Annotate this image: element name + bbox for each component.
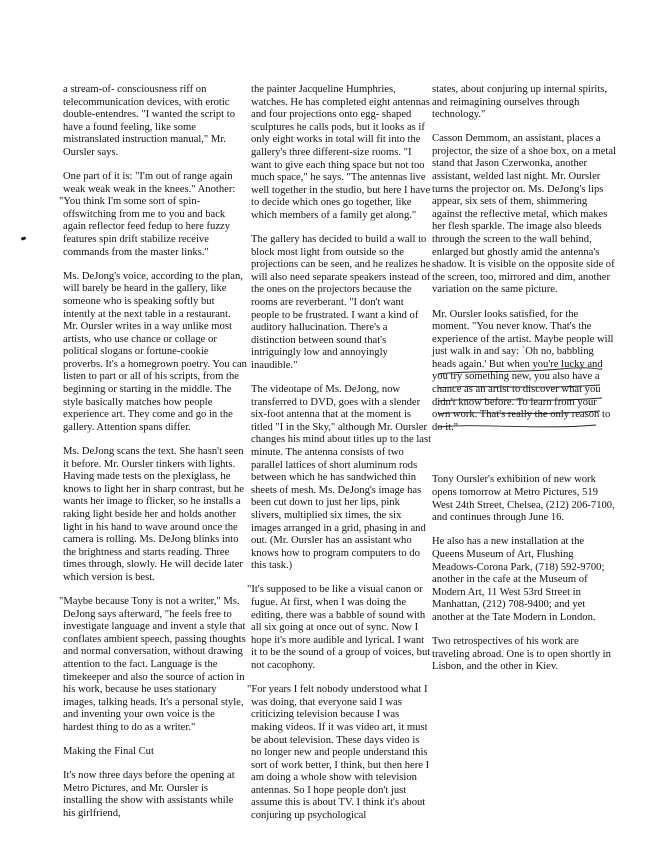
paragraph: It's now three days before the opening at Metro Pictures, and Mr. Oursler is installing the show with assistants while his girlfriend,	[63, 770, 235, 819]
paragraph: The gallery has decided to build a wall to block most light from outside so the projections can be seen, and he realizes he will also need separate speakers instead of the ones on the projectors because the rooms are reverberant. "I don't want people to be frustrated. I want a kind of auditory hallucination. There's a distinction between sound that's intriguingly low and annoyingly inaudible."	[251, 234, 431, 371]
paragraph: Tony Oursler's exhibition of new work opens tomorrow at Metro Pictures, 519 West 24th Street, Chelsea, (212) 206-7100, and continues through June 16.	[432, 474, 615, 524]
paragraph: Casson Demmom, an assistant, places a projector, the size of a shoe box, on a metal stand that Jason Czerwonka, another assistant, welded last night. Mr. Oursler turns the projector on. Ms. DeJong's lips appear, six sets of them, shimmering against the reflective metal, which makes her flesh sparkle. The image also bleeds through the screen to the wall behind, enlarged but ghostly amid the antenna's shadow. It is visible on the opposite side of the screen, too, mirrored and dim, another variation on the same picture.	[432, 133, 617, 296]
paragraph: a stream-of- consciousness riff on telecommunication devices, with erotic double-entendres. "I wanted the script to have a found feeling, like some mistranslated instruction manual," Mr. Oursler says.	[63, 84, 236, 158]
quote-paragraph: "You think I'm some sort of spin-offswitching from me to you and back again reflector feed fedup to here fuzzy features spin drift stabilize receive commands from the master links."	[59, 196, 231, 258]
paragraph: The videotape of Ms. DeJong, now transferred to DVD, goes with a slender six-foot antenna that at the moment is titled "I in the Sky," although Mr. Oursler changes his mind about titles up to the last minute. The antenna consists of two parallel lattices of short aluminum rods between which he has sandwiched thin sheets of mesh. Ms. DeJong's image has been cut down to just her lips, pink slivers, multiplied six times, the six images arranged in a grid, phasing in and out. (Mr. Oursler has an assistant who knows how to program computers to do this task.)	[251, 384, 432, 572]
paragraph: He also has a new installation at the Queens Museum of Art, Flushing Meadows-Corona Park, (718) 592-9700; another in the cafe at the Museum of Modern Art, 11 West 53rd Street in Manhattan, (212) 708-9400; and yet another at the Tate Modern in London.	[432, 536, 605, 623]
quote-paragraph: "It's supposed to be like a visual canon or fugue. At first, when I was doing the editing, there was a babble of sound with all six going at once out of sync. Now I hope it's more audible and lyrical. I want it to be the sound of a group of voices, but not cacophony.	[247, 584, 431, 672]
quote-paragraph: "For years I felt nobody understood what I was doing, that everyone said I was criticizing television because I was making videos. If it was video art, it must be about television. These days video is no longer new and people understand this sort of work better, I think, but then here I am doing a whole show with television antennas. So I hope people don't just assume this is about TV. I think it's about conjuring up psychological	[247, 684, 430, 822]
paragraph: the painter Jacqueline Humphries, watches. He has completed eight antennas and four projections onto egg- shaped sculptures he calls pods, but it looks as if only eight works in total will fit into the gallery's three different-size rooms. "I want to give each thing space but not too much space," he says. "The antennas live well together in the studio, but here I have to decide which ones go together, like which members of a family get along."	[251, 84, 431, 221]
paragraph: Two retrospectives of his work are traveling abroad. One is to open shortly in Lisbon, and the other in Kiev.	[432, 635, 611, 673]
ink-speck	[21, 236, 27, 241]
paragraph: states, about conjuring up internal spirits, and reimagining ourselves through technology."	[432, 84, 608, 121]
column-right	[432, 84, 617, 685]
paragraph: Ms. DeJong scans the text. She hasn't seen it before. Mr. Oursler tinkers with lights. Having made tests on the plexiglass, he knows to light her in sharp contrast, but he wants her image to flicker, so he installs a raking light beside her and holds another light in his hand to wave around once the camera is rolling. Ms. DeJong blinks into the brightness and starts reading. Three times through, slowly. He will decide later which version is best.	[63, 445, 244, 583]
paragraph: One part of it is: "I'm out of range again weak weak weak in the knees." Another:	[63, 171, 236, 195]
paragraph: Ms. DeJong's voice, according to the plan, will barely be heard in the gallery, like someone who is speaking softly but intently at the next table in a restaurant. Mr. Oursler writes in a way unlike most artists, who use chance or collage or political slogans or fortune-cookie proverbs. It's a homegrown poetry. You can listen to part or all of his scripts, from the beginning or starting in the middle. The style basically matches how people experience art. They come and go in the gallery. Attention spans differ.	[63, 270, 247, 433]
paragraph: Mr. Oursler looks satisfied, for the moment. "You never know. That's the experience of the artist. Maybe people will just walk in and say: `Oh no, babbling heads again.' But when you're lucky and you try something new, you also have a chance as an artist to discover what you didn't know before. To learn from your own work. That's really the only reason to do it."	[432, 308, 614, 433]
column-middle	[247, 84, 432, 834]
quote-paragraph: "Maybe because Tony is not a writer," Ms. DeJong says afterward, "he feels free to investigate language and invent a style that conflates ambient speech, passing thoughts and normal conversation, without drawing attention to the fact. Language is the timekeeper and also the source of action in his work, because he uses stationary images, talking heads. It's a personal style, and inventing your own voice is the hardest thing to do as a writer."	[59, 595, 246, 733]
column-left	[59, 84, 248, 832]
section-heading: Making the Final Cut	[63, 746, 154, 757]
